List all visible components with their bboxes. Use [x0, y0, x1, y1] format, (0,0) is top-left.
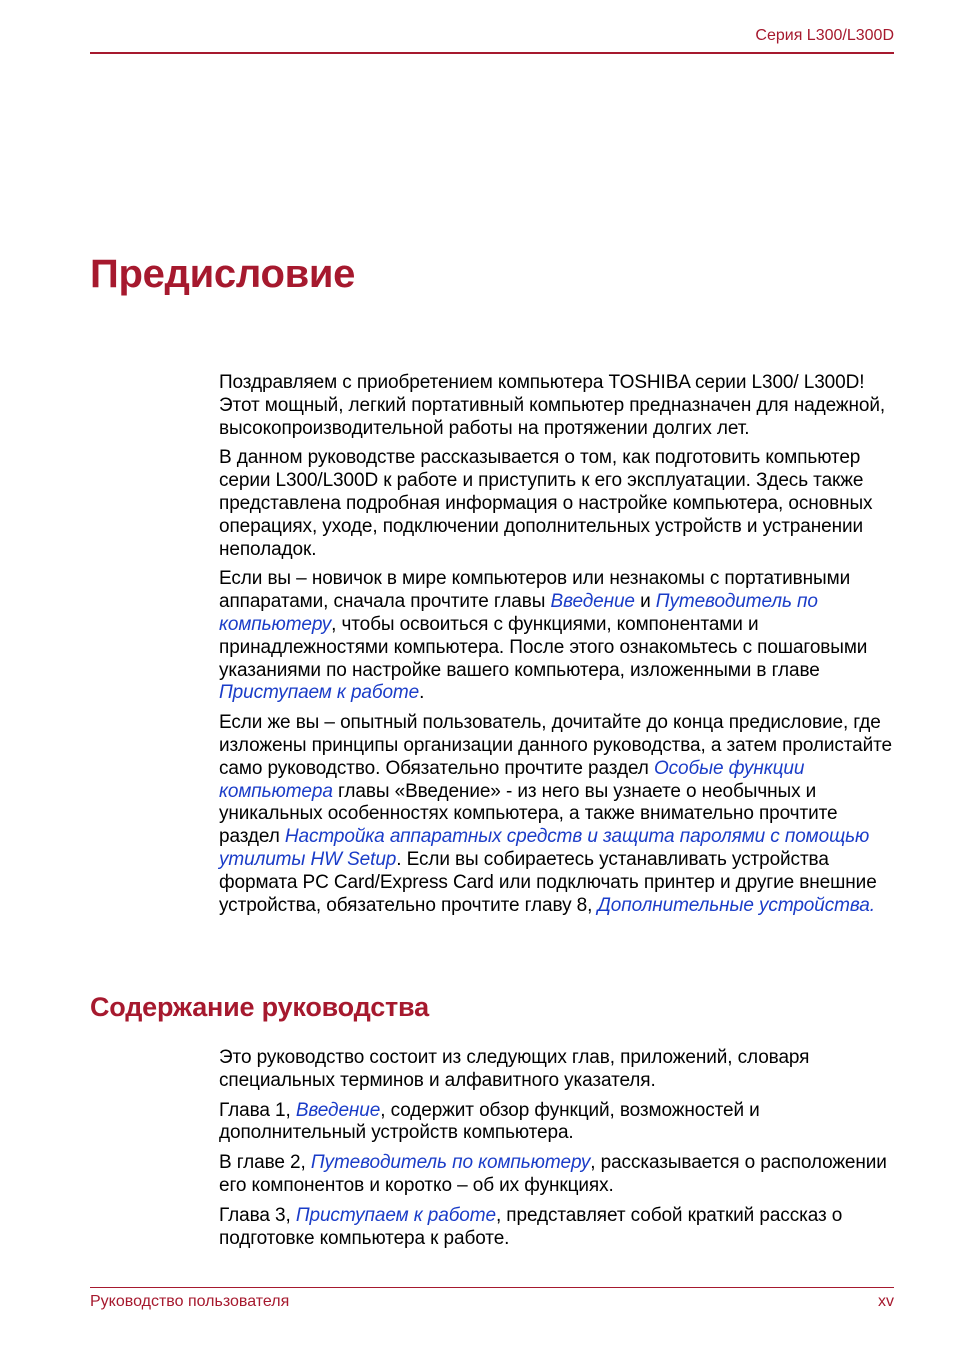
intro-paragraph-1: Поздравляем с приобретением компьютера TOSHIBA серии L300/ L300D! Этот мощный, легкий портативный компьютер предназначен для надежной, высокопроизводительной работы на протяжении долгих лет. — [219, 372, 886, 439]
paragraph-text: и — [634, 591, 656, 613]
page-number: xv — [878, 1293, 894, 1310]
link-computer-guide[interactable]: Путеводитель по компьютеру — [219, 591, 818, 635]
section-heading-contents: Содержание руководства — [90, 992, 429, 1022]
footer-manual-title: Руководство пользователя — [90, 1293, 290, 1310]
link-getting-started[interactable]: Приступаем к работе — [219, 682, 420, 704]
intro-paragraph-2: В данном руководстве рассказывается о том, как подготовить компьютер серии L300/L300D к работе и приступить к его эксплуатации. Здесь также представлена подробная информация о настройке компьютера, основных операциях, уходе, подключении дополнительных устройств и устранении неполадок. — [219, 447, 873, 560]
paragraph-text: В главе 2, — [219, 1152, 311, 1174]
page-title: Предисловие — [90, 252, 356, 296]
paragraph-text: Если вы – новичок в мире компьютеров или незнакомы с портативными аппаратами, сначала прочтите главы — [219, 568, 851, 613]
running-head: Серия L300/L300D — [755, 27, 894, 44]
chapter-3-description — [219, 1205, 894, 1251]
link-chapter-1[interactable]: Введение — [295, 1099, 381, 1121]
paragraph-text: , рассказывается о расположении его компонентов и коротко – об их функциях. — [219, 1152, 887, 1196]
contents-section — [219, 1047, 894, 1257]
paragraph-text: . — [419, 682, 425, 704]
link-chapter-2[interactable]: Путеводитель по компьютеру — [310, 1152, 591, 1174]
paragraph-text: главы «Введение» - из него вы узнаете о необычных и уникальных особенностях компьютера, а также внимательно прочтите раздел — [219, 780, 838, 848]
link-hw-setup[interactable]: Настройка аппаратных средств и защита паролями с помощью утилиты HW Setup — [219, 826, 870, 870]
paragraph-text: Если же вы – опытный пользователь, дочитайте до конца предисловие, где изложены принципы организации данного руководства, а затем пролистайте само руководство. Обязательно прочтите раздел — [219, 712, 893, 779]
paragraph-text: , содержит обзор функций, возможностей и дополнительный устройств компьютера. — [219, 1099, 760, 1144]
paragraph-text: Глава 1, — [219, 1099, 296, 1121]
chapter-1-description — [219, 1100, 894, 1146]
link-introduction[interactable]: Введение — [550, 591, 635, 613]
paragraph-text: . Если вы собираетесь устанавливать устройства формата PC Card/Express Card или подключать принтер и другие внешние устройства, обязательно прочтите главу 8, — [219, 848, 877, 916]
intro-section — [219, 372, 894, 924]
link-chapter-3[interactable]: Приступаем к работе — [295, 1204, 496, 1226]
header-divider — [90, 52, 894, 54]
paragraph-text: , чтобы освоиться с функциями, компонентами и принадлежностями компьютера. После этого ознакомьтесь с пошаговыми указаниями по настройке вашего компьютера, изложенными в главе — [219, 613, 868, 681]
chapter-2-description — [219, 1152, 894, 1198]
link-optional-devices[interactable]: Дополнительные устройства — [597, 894, 870, 916]
link-special-features[interactable]: Особые функции компьютера — [219, 757, 805, 802]
intro-paragraph-3 — [219, 568, 894, 705]
paragraph-text: Глава 3, — [219, 1204, 296, 1226]
intro-paragraph-4 — [219, 712, 894, 917]
footer-divider — [90, 1287, 894, 1288]
paragraph-text: , представляет собой краткий рассказ о подготовке компьютера к работе. — [219, 1204, 843, 1249]
contents-paragraph-1: Это руководство состоит из следующих глав, приложений, словаря специальных терминов и алфавитного указателя. — [219, 1047, 810, 1091]
link-optional-devices-period: . — [869, 894, 875, 916]
